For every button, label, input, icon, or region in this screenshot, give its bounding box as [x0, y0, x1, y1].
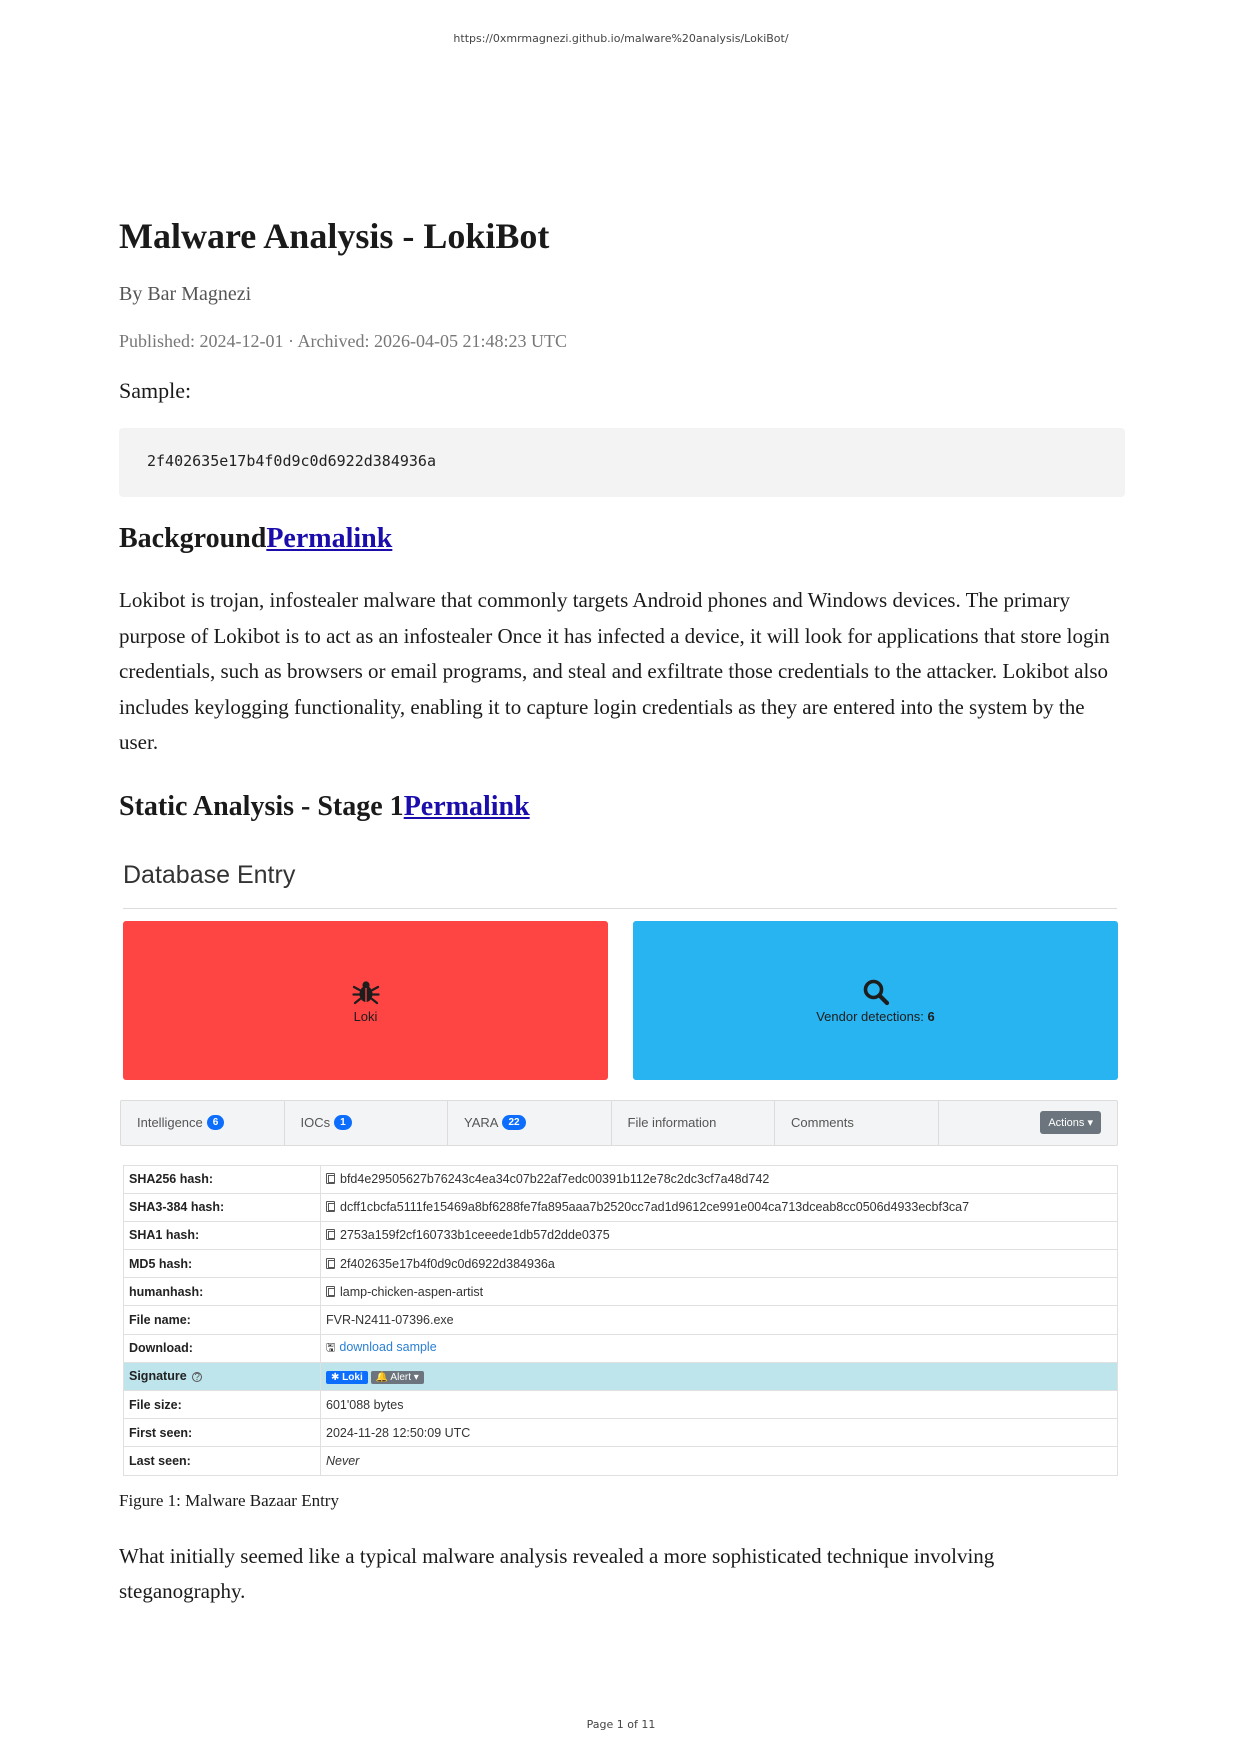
- vendor-detections-tile: [633, 921, 1118, 1080]
- heading-background: [119, 519, 1125, 559]
- tab-intelligence[interactable]: [121, 1101, 285, 1145]
- filesize-value: 601'088 bytes: [321, 1391, 1118, 1419]
- copy-icon[interactable]: [326, 1173, 335, 1184]
- permalink-static[interactable]: Permalink: [403, 790, 530, 822]
- figure-caption: Figure 1: Malware Bazaar Entry: [119, 1490, 339, 1510]
- help-icon[interactable]: ?: [192, 1372, 202, 1382]
- signature-key: Signature: [129, 1369, 187, 1384]
- firstseen-value: 2024-11-28 12:50:09 UTC: [321, 1419, 1118, 1447]
- row-key: First seen:: [124, 1419, 321, 1447]
- page-title: Malware Analysis - LokiBot: [119, 216, 550, 256]
- row-key: MD5 hash:: [124, 1250, 321, 1278]
- heading-background-text: Background: [119, 523, 267, 554]
- lastseen-value: Never: [321, 1447, 1118, 1475]
- publish-date: Published: 2024-12-01 · Archived: 2026-04-05 21:48:23 UTC: [119, 331, 567, 351]
- md5-value: 2f402635e17b4f0d9c0d6922d384936a: [340, 1256, 555, 1271]
- row-key: humanhash:: [124, 1278, 321, 1306]
- page-url-header: https://0xmrmagnezi.github.io/malware%20analysis/LokiBot/: [453, 32, 789, 45]
- filename-value: FVR-N2411-07396.exe: [321, 1306, 1118, 1334]
- sample-label: Sample:: [119, 378, 192, 403]
- tab-actions-cell: [939, 1101, 1118, 1145]
- divider: [123, 908, 1117, 909]
- row-value: [321, 1193, 1118, 1221]
- copy-icon[interactable]: [326, 1201, 335, 1212]
- table-row: [124, 1419, 1118, 1447]
- table-row: [124, 1165, 1118, 1193]
- page-number: Page 1 of 11: [586, 1718, 656, 1731]
- signature-tag[interactable]: ✱ Loki: [326, 1371, 368, 1384]
- table-row: [124, 1306, 1118, 1334]
- row-value: [321, 1362, 1118, 1390]
- heading-static-text: Static Analysis - Stage 1: [119, 790, 404, 822]
- table-row: [124, 1221, 1118, 1249]
- table-row-signature: [124, 1362, 1118, 1390]
- table-row: [124, 1193, 1118, 1221]
- database-entry-heading: Database Entry: [123, 860, 296, 889]
- humanhash-value: lamp-chicken-aspen-artist: [340, 1284, 484, 1299]
- file-details-table: [123, 1165, 1118, 1476]
- vendor-detections-label: Vendor detections:: [816, 1008, 924, 1024]
- tab-yara[interactable]: [448, 1101, 612, 1145]
- tab-yara-badge: 22: [502, 1115, 525, 1130]
- sha256-value: bfd4e29505627b76243c4ea34c07b22af7edc00391b112e78c2dc3cf7a48d742: [340, 1172, 770, 1187]
- table-row: [124, 1250, 1118, 1278]
- tab-file-information-label: File information: [627, 1115, 717, 1130]
- tab-iocs-label: IOCs: [300, 1115, 331, 1130]
- row-key: [124, 1362, 321, 1390]
- actions-label: Actions: [1048, 1117, 1085, 1129]
- copy-icon[interactable]: [326, 1286, 335, 1297]
- row-key: SHA1 hash:: [124, 1221, 321, 1249]
- signature-tag-label: Loki: [342, 1371, 363, 1383]
- tab-intelligence-badge: 6: [207, 1115, 225, 1130]
- signature-tile-label: Loki: [353, 1008, 378, 1024]
- background-paragraph: Lokibot is trojan, infostealer malware that commonly targets Android phones and Windows devices. The primary purpose of Lokibot is to act as an infostealer Once it has infected a device, it will look for applications that store login credentials, such as browsers or email programs, and steal and exfiltrate those credentials to the attacker. Lokibot also includes keylogging functionality, enabling it to capture login credentials as they are entered into the system by the user.: [119, 588, 1110, 754]
- tab-iocs-badge: 1: [334, 1115, 352, 1130]
- actions-button[interactable]: Actions ▾: [1040, 1111, 1101, 1134]
- row-value: [321, 1278, 1118, 1306]
- tab-intelligence-label: Intelligence: [137, 1115, 203, 1130]
- malware-bazaar-figure: [119, 853, 1119, 1473]
- tab-iocs[interactable]: [285, 1101, 449, 1145]
- row-value: [321, 1334, 1118, 1362]
- closing-paragraph: What initially seemed like a typical malware analysis revealed a more sophisticated technique involving steganography.: [119, 1543, 995, 1603]
- save-icon: 🖫: [326, 1341, 336, 1354]
- tab-file-information[interactable]: [612, 1101, 776, 1145]
- copy-icon[interactable]: [326, 1229, 335, 1240]
- vendor-detections-count: 6: [927, 1008, 935, 1024]
- row-value: [321, 1221, 1118, 1249]
- heading-static-analysis: [119, 787, 1125, 827]
- row-key: Download:: [124, 1334, 321, 1362]
- sample-hash-code: 2f402635e17b4f0d9c0d6922d384936a: [119, 428, 1125, 497]
- signature-tile: [123, 921, 608, 1080]
- tab-yara-label: YARA: [464, 1115, 499, 1130]
- row-key: SHA256 hash:: [124, 1165, 321, 1193]
- table-row: [124, 1447, 1118, 1475]
- row-key: File name:: [124, 1306, 321, 1334]
- copy-icon[interactable]: [326, 1258, 335, 1269]
- sha1-value: 2753a159f2cf160733b1ceeede1db57d2dde0375: [340, 1228, 610, 1243]
- search-icon: [861, 977, 891, 1007]
- row-value: [321, 1250, 1118, 1278]
- entry-tabs: [120, 1100, 1118, 1146]
- alert-dropdown[interactable]: 🔔 Alert ▾: [371, 1371, 424, 1384]
- permalink-background[interactable]: Permalink: [266, 523, 393, 554]
- table-row: [124, 1334, 1118, 1362]
- sha3-value: dcff1cbcfa5111fe15469a8bf6288fe7fa895aaa7b2520cc7ad1d9612ce991e004ca713dceab8cc0506d4933ecbf3ca7: [340, 1200, 970, 1215]
- author-byline: By Bar Magnezi: [119, 283, 252, 305]
- row-key: Last seen:: [124, 1447, 321, 1475]
- tab-comments[interactable]: [775, 1101, 939, 1145]
- table-row: [124, 1391, 1118, 1419]
- tab-comments-label: Comments: [791, 1115, 854, 1130]
- table-row: [124, 1278, 1118, 1306]
- download-sample-link[interactable]: download sample: [339, 1339, 437, 1354]
- row-key: File size:: [124, 1391, 321, 1419]
- bug-icon: [351, 977, 381, 1007]
- vendor-detections-text: [816, 1009, 935, 1024]
- alert-label: Alert: [390, 1371, 411, 1383]
- row-value: [321, 1165, 1118, 1193]
- row-key: SHA3-384 hash:: [124, 1193, 321, 1221]
- article: [119, 210, 1125, 1610]
